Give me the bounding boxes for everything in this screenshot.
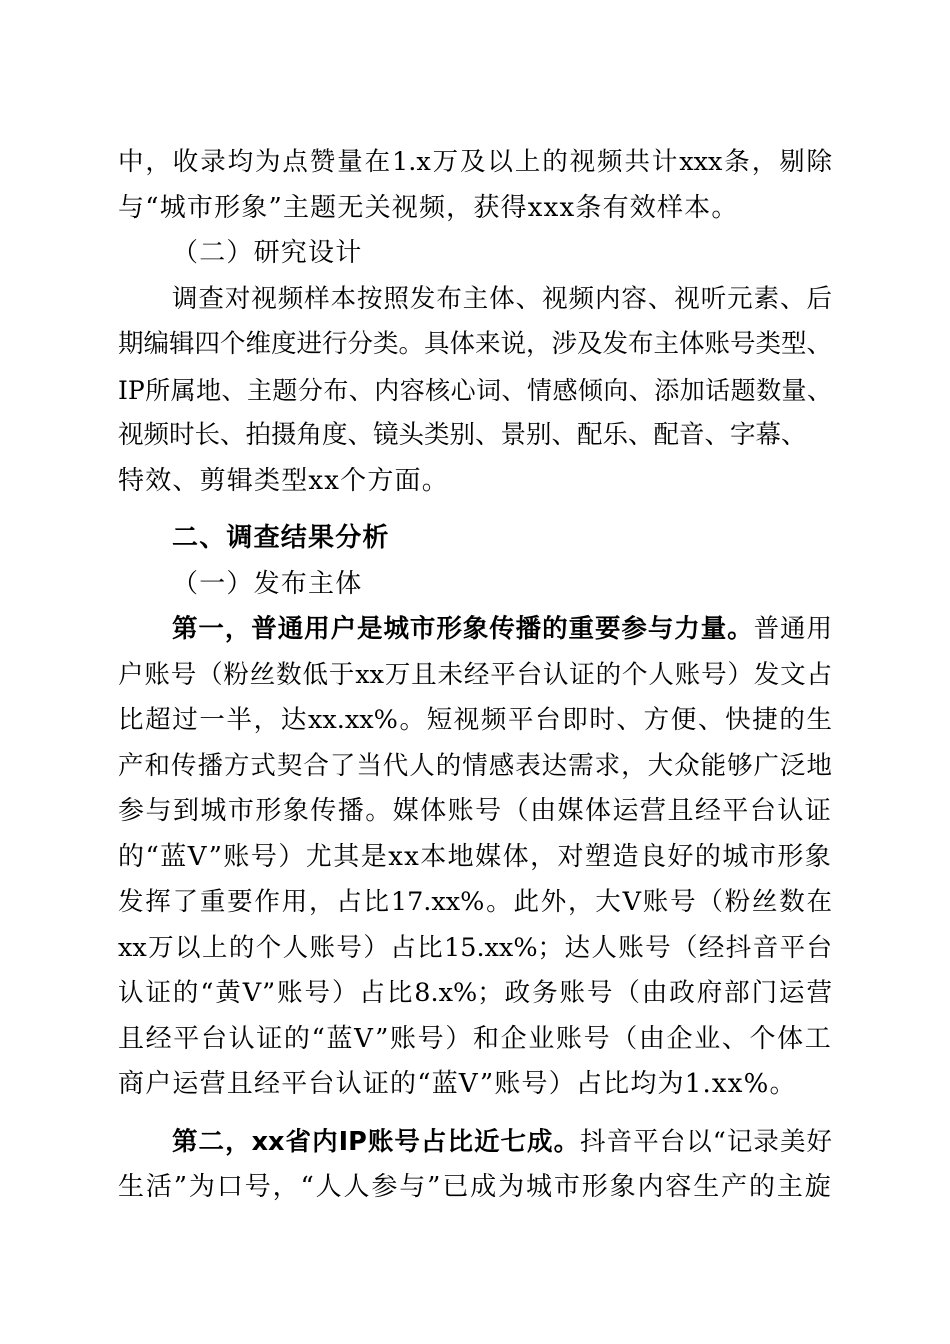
body-text-line [118,607,832,653]
body-text-fragment: 普通用 [753,614,832,644]
body-text-line: 户账号（粉丝数低于xx万且未经平台认证的个人账号）发文占 [118,659,832,690]
paragraph-lead-sentence: 第二，xx省内IP账号占比近七成。 [172,1126,581,1157]
paragraph-lead-sentence: 第一，普通用户是城市形象传播的重要参与力量。 [172,614,754,644]
section-heading-results: 二、调查结果分析 [172,523,390,553]
body-text-line: 且经平台认证的“蓝V”账号）和企业账号（由企业、个体工 [118,1023,832,1054]
section-heading-publisher: （一）发布主体 [172,568,363,599]
body-text-fragment: 抖音平台以“记录美好 [580,1126,832,1157]
body-text-line: 生活”为口号，“人人参与”已成为城市形象内容生产的主旋 [118,1172,832,1202]
body-text-line: xx万以上的个人账号）占比15.xx%；达人账号（经抖音平台 [118,932,832,963]
body-text-line: 的“蓝V”账号）尤其是xx本地媒体，对塑造良好的城市形象 [118,841,832,872]
body-text-line: 中，收录均为点赞量在1.x万及以上的视频共计xxx条，剔除 [118,147,832,177]
body-text-line: 发挥了重要作用，占比17.xx%。此外，大V账号（粉丝数在 [118,887,832,917]
body-text-line: 特效、剪辑类型xx个方面。 [118,465,449,496]
body-text-line: 产和传播方式契合了当代人的情感表达需求，大众能够广泛地 [118,750,832,781]
body-text-line: 商户运营且经平台认证的“蓝V”账号）占比均为1.xx%。 [118,1069,797,1099]
body-text-line: 比超过一半，达xx.xx%。短视频平台即时、方便、快捷的生 [118,705,832,735]
body-text-line: IP所属地、主题分布、内容核心词、情感倾向、添加话题数量、 [118,375,832,405]
document-page [118,140,832,1211]
body-text-line: 认证的“黄V”账号）占比8.x%；政务账号（由政府部门运营 [118,978,832,1008]
body-text-line [118,1120,832,1166]
body-text-line: 调查对视频样本按照发布主体、视频内容、视听元素、后 [172,283,832,314]
body-text-line: 参与到城市形象传播。媒体账号（由媒体运营且经平台认证 [118,796,832,826]
section-heading-design: （二）研究设计 [172,238,363,268]
body-text-line: 期编辑四个维度进行分类。具体来说，涉及发布主体账号类型、 [118,329,833,359]
body-text-line: 视频时长、拍摄角度、镜头类别、景别、配乐、配音、字幕、 [118,420,807,450]
body-text-line: 与“城市形象”主题无关视频，获得xxx条有效样本。 [118,192,739,223]
